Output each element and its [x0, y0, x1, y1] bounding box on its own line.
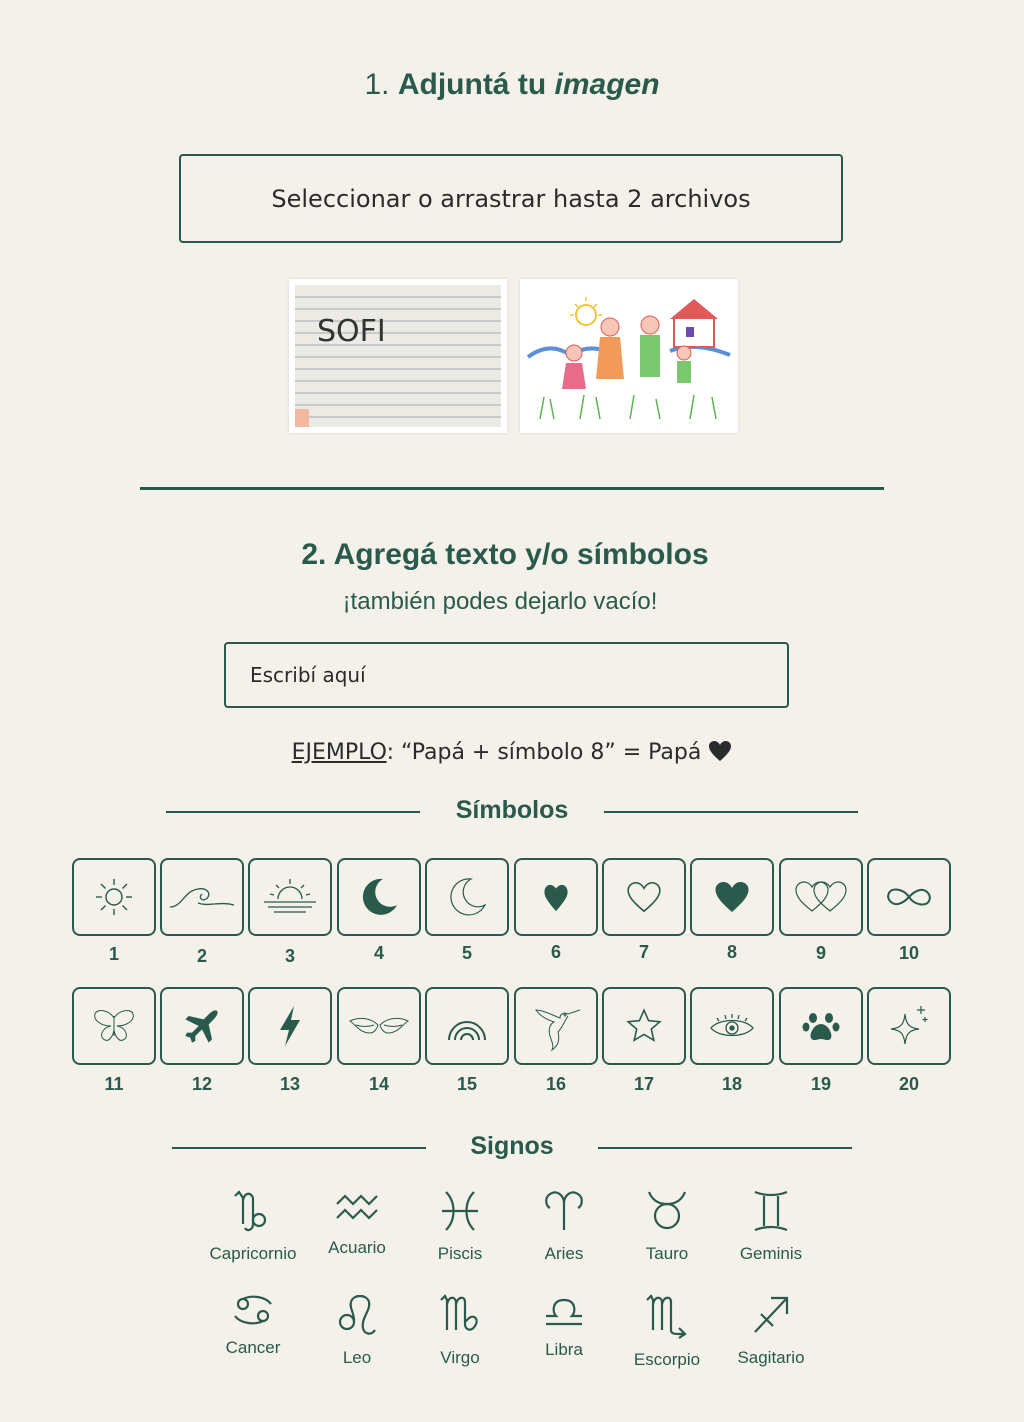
- example-label: EJEMPLO: [291, 740, 387, 765]
- sign-escorpio[interactable]: [617, 1292, 717, 1370]
- virgo-icon: [437, 1292, 483, 1338]
- symbol-number-12: 12: [191, 1074, 213, 1094]
- symbol-button-4[interactable]: [337, 858, 421, 936]
- capricorn-icon: [231, 1188, 275, 1234]
- moon-outline-icon: [445, 875, 489, 919]
- handwriting-line1: SOFI: [317, 314, 386, 349]
- sign-name: Cancer: [225, 1338, 281, 1357]
- step1-number: 1.: [364, 68, 390, 101]
- symbol-number-18: 18: [721, 1074, 743, 1094]
- gemini-icon: [749, 1188, 793, 1234]
- file-upload-dropzone[interactable]: [179, 154, 843, 243]
- symbol-number-14: 14: [368, 1074, 390, 1094]
- lightning-icon: [274, 1004, 306, 1048]
- symbol-number-7: 7: [638, 942, 649, 962]
- sign-tauro[interactable]: [617, 1188, 717, 1264]
- symbol-button-10[interactable]: [867, 858, 951, 936]
- symbol-button-12[interactable]: [160, 987, 244, 1065]
- sign-name: Tauro: [645, 1244, 689, 1263]
- symbol-number-8: 8: [726, 942, 737, 962]
- heart-filled-icon: [714, 880, 750, 914]
- symbol-button-2[interactable]: [160, 858, 244, 936]
- symbol-button-6[interactable]: [514, 858, 598, 936]
- symbol-button-1[interactable]: [72, 858, 156, 936]
- symbol-number-17: 17: [633, 1074, 655, 1094]
- symbol-button-19[interactable]: [779, 987, 863, 1065]
- sparkle-icon: [887, 1002, 931, 1050]
- example-line: [0, 740, 1024, 765]
- example-colon: :: [386, 740, 394, 765]
- signs-rule-right: [598, 1147, 852, 1149]
- symbol-button-18[interactable]: [690, 987, 774, 1065]
- step2-subtitle: ¡también podes dejarlo vacío!: [342, 588, 658, 615]
- sign-sagitario[interactable]: [721, 1292, 821, 1368]
- heart-filled-icon: [708, 740, 732, 762]
- sign-virgo[interactable]: [410, 1292, 510, 1368]
- hummingbird-icon: [530, 1000, 582, 1052]
- symbol-number-19: 19: [810, 1074, 832, 1094]
- leo-icon: [335, 1292, 379, 1338]
- upload-label: Seleccionar o arrastrar hasta 2 archivos: [271, 184, 751, 213]
- symbol-button-8[interactable]: [690, 858, 774, 936]
- example-text: “Papá + símbolo 8” = Papá: [401, 740, 702, 765]
- symbol-button-7[interactable]: [602, 858, 686, 936]
- sign-name: Aries: [544, 1244, 584, 1263]
- symbol-button-15[interactable]: [425, 987, 509, 1065]
- airplane-icon: [182, 1006, 222, 1046]
- step1-title-bold: Adjuntá tu: [397, 68, 547, 101]
- sunset-icon: [260, 875, 320, 919]
- symbol-number-3: 3: [284, 946, 295, 966]
- symbol-button-13[interactable]: [248, 987, 332, 1065]
- sign-name: Piscis: [437, 1244, 483, 1263]
- sign-geminis[interactable]: [721, 1188, 821, 1264]
- sign-name: Escorpio: [633, 1350, 701, 1369]
- butterfly-icon: [91, 1006, 137, 1046]
- symbol-number-1: 1: [108, 944, 119, 964]
- symbol-button-5[interactable]: [425, 858, 509, 936]
- moon-filled-icon: [357, 875, 401, 919]
- handwriting-image: [289, 279, 507, 433]
- sign-cancer[interactable]: [203, 1292, 303, 1358]
- sagittarius-icon: [749, 1292, 793, 1338]
- sign-aries[interactable]: [514, 1188, 614, 1264]
- symbol-number-11: 11: [104, 1074, 124, 1094]
- sign-name: Acuario: [328, 1238, 386, 1257]
- child-drawing-image: [520, 279, 738, 433]
- eye-icon: [707, 1008, 757, 1044]
- libra-icon: [542, 1292, 586, 1330]
- symbols-rule-right: [604, 811, 858, 813]
- sign-acuario[interactable]: [307, 1188, 407, 1258]
- step1-title-italic: imagen: [554, 68, 660, 101]
- symbol-button-20[interactable]: [867, 987, 951, 1065]
- sign-leo[interactable]: [307, 1292, 407, 1368]
- symbol-number-16: 16: [545, 1074, 567, 1094]
- symbol-number-2: 2: [196, 946, 207, 966]
- wings-icon: [348, 1011, 410, 1041]
- section-divider: [140, 487, 884, 490]
- symbol-button-9[interactable]: [779, 858, 863, 936]
- sign-name: Libra: [545, 1340, 583, 1359]
- sign-name: Virgo: [440, 1348, 480, 1367]
- heart-small-filled-icon: [539, 880, 573, 914]
- sign-name: Leo: [342, 1348, 372, 1367]
- sign-name: Sagitario: [737, 1348, 805, 1367]
- symbol-button-16[interactable]: [514, 987, 598, 1065]
- cancer-icon: [231, 1292, 275, 1328]
- symbol-number-15: 15: [456, 1074, 478, 1094]
- symbol-button-11[interactable]: [72, 987, 156, 1065]
- symbol-number-5: 5: [461, 943, 472, 963]
- sun-icon: [91, 874, 137, 920]
- symbol-number-13: 13: [279, 1074, 301, 1094]
- symbol-number-4: 4: [373, 943, 384, 963]
- symbols-rule-left: [166, 811, 420, 813]
- symbol-number-10: 10: [898, 943, 920, 963]
- symbol-number-6: 6: [550, 942, 561, 962]
- sign-piscis[interactable]: [410, 1188, 510, 1264]
- signs-rule-left: [172, 1147, 426, 1149]
- attachment-thumbnail-handwriting[interactable]: [289, 279, 507, 433]
- attachment-thumbnail-drawing[interactable]: [520, 279, 738, 433]
- wave-icon: [168, 877, 236, 917]
- symbol-button-14[interactable]: [337, 987, 421, 1065]
- star-icon: [624, 1007, 664, 1045]
- rainbow-icon: [445, 1010, 489, 1042]
- symbol-button-17[interactable]: [602, 987, 686, 1065]
- aries-icon: [542, 1188, 586, 1234]
- heart-outline-icon: [625, 879, 663, 915]
- custom-text-input[interactable]: [224, 642, 789, 708]
- sign-name: Geminis: [739, 1244, 803, 1263]
- symbol-number-9: 9: [815, 943, 826, 963]
- double-heart-icon: [792, 879, 850, 915]
- symbol-button-3[interactable]: [248, 858, 332, 936]
- sign-libra[interactable]: [514, 1292, 614, 1360]
- signs-heading: Signos: [470, 1132, 554, 1160]
- infinity-icon: [884, 883, 934, 911]
- aquarius-icon: [335, 1188, 379, 1228]
- sign-name: Capricornio: [209, 1244, 297, 1263]
- paw-icon: [801, 1006, 841, 1046]
- scorpio-icon: [643, 1292, 691, 1340]
- step1-title: [0, 68, 1024, 102]
- symbols-heading: Símbolos: [455, 796, 569, 824]
- symbol-number-20: 20: [898, 1074, 920, 1094]
- step2-title: 2. Agregá texto y/o símbolos: [301, 538, 709, 571]
- pisces-icon: [438, 1188, 482, 1234]
- taurus-icon: [645, 1188, 689, 1234]
- sign-capricornio[interactable]: [203, 1188, 303, 1264]
